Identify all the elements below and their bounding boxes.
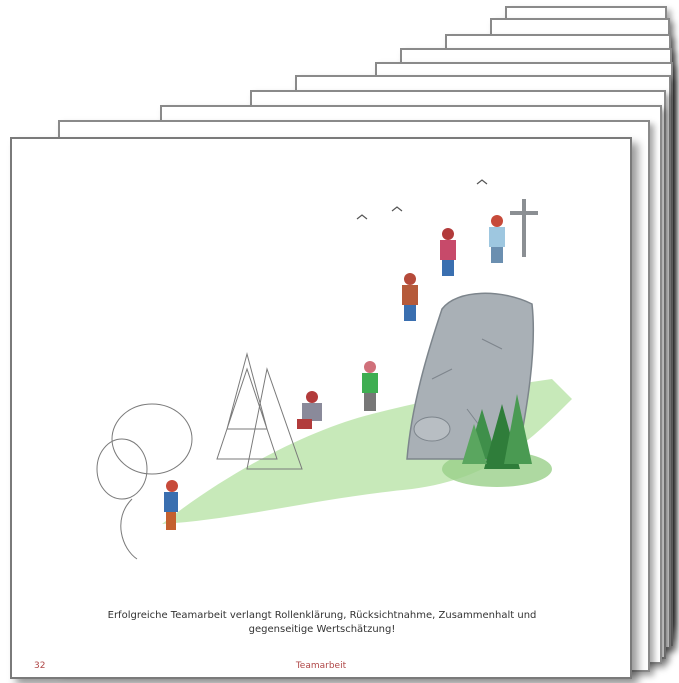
birds-icon (357, 180, 487, 219)
climber-figure (489, 215, 505, 263)
caption-line: Erfolgreiche Teamarbeit verlangt Rollenklärung, Rücksichtnahme, Zusammenhalt und (107, 610, 537, 621)
page-number: 32 (34, 661, 46, 671)
caption-line: gegenseitige Wertschätzung! (248, 624, 396, 635)
running-title: Teamarbeit (295, 661, 347, 671)
climber-figure (362, 361, 378, 411)
mountain-illustration (12, 139, 630, 609)
summit-cross-icon (510, 199, 538, 257)
boulder-icon (414, 417, 450, 441)
climber-figure (402, 273, 418, 321)
climber-figure (297, 391, 322, 429)
book-page (10, 137, 632, 679)
climber-figure (164, 480, 178, 530)
caption (82, 609, 562, 637)
climber-figure (440, 228, 456, 276)
